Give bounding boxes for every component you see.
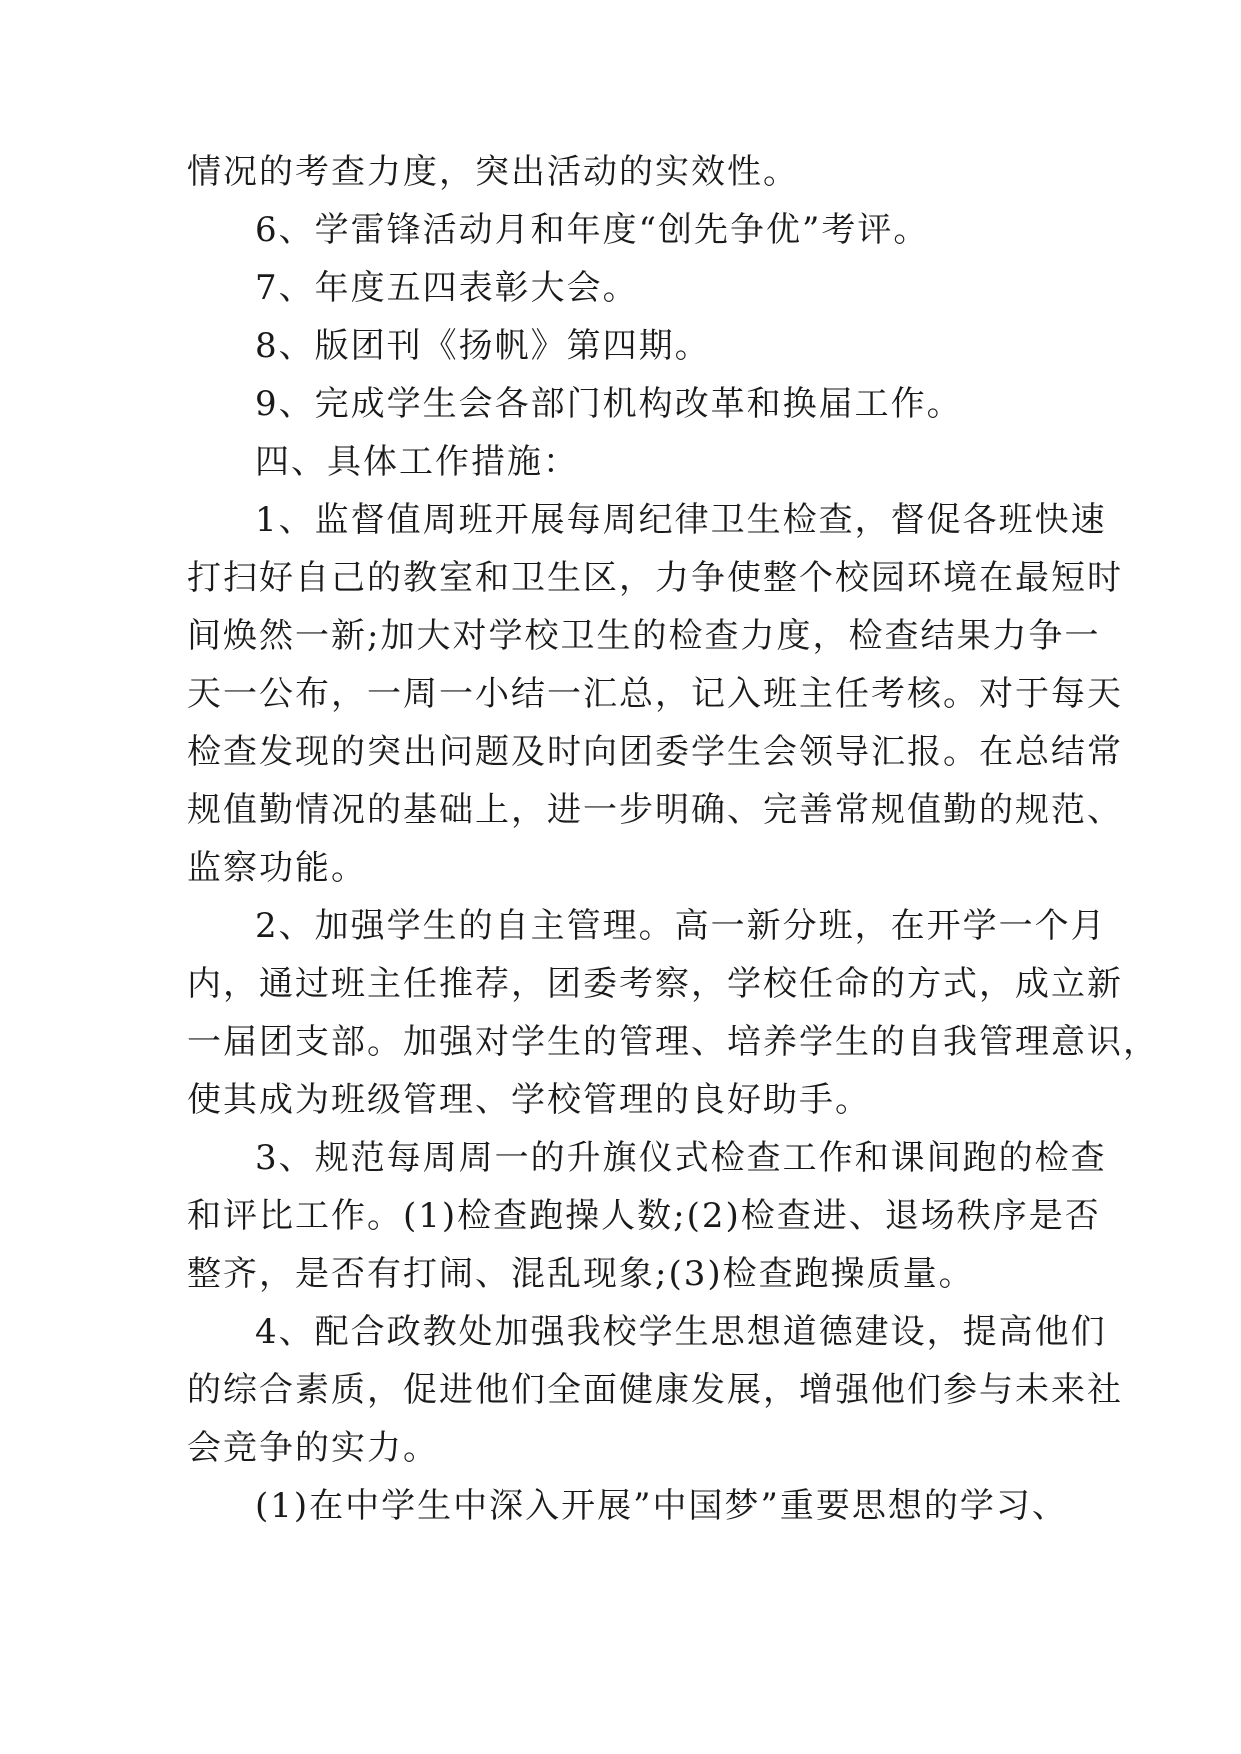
paragraph-line: 4、配合政教处加强我校学生思想道德建设，提高他们 [255, 1312, 1107, 1352]
list-item: 9、完成学生会各部门机构改革和换届工作。 [255, 384, 963, 424]
section-heading: 四、具体工作措施： [255, 442, 579, 482]
list-item: 7、年度五四表彰大会。 [255, 268, 639, 308]
paragraph-line: 一届团支部。加强对学生的管理、培养学生的自我管理意识， [187, 1022, 1159, 1062]
paragraph-line: 和评比工作。(1)检查跑操人数;(2)检查进、退场秩序是否 [187, 1196, 1101, 1236]
paragraph-line: 规值勤情况的基础上，进一步明确、完善常规值勤的规范、 [187, 790, 1123, 830]
paragraph-line: 的综合素质，促进他们全面健康发展，增强他们参与未来社 [187, 1370, 1123, 1410]
text-line: 情况的考查力度，突出活动的实效性。 [187, 152, 799, 192]
list-item: 6、学雷锋活动月和年度“创先争优”考评。 [255, 210, 930, 250]
paragraph-line: 打扫好自己的教室和卫生区，力争使整个校园环境在最短时 [187, 558, 1123, 598]
paragraph-line: 检查发现的突出问题及时向团委学生会领导汇报。在总结常 [187, 732, 1123, 772]
paragraph-line: 会竞争的实力。 [187, 1428, 439, 1468]
paragraph-line: 间焕然一新;加大对学校卫生的检查力度，检查结果力争一 [187, 616, 1101, 656]
paragraph-line: 天一公布，一周一小结一汇总，记入班主任考核。对于每天 [187, 674, 1123, 714]
paragraph-line: 1、监督值周班开展每周纪律卫生检查，督促各班快速 [255, 500, 1107, 540]
paragraph-line: 监察功能。 [187, 848, 367, 888]
paragraph-line: 内，通过班主任推荐，团委考察，学校任命的方式，成立新 [187, 964, 1123, 1004]
paragraph-line: 使其成为班级管理、学校管理的良好助手。 [187, 1080, 871, 1120]
paragraph-line: 2、加强学生的自主管理。高一新分班，在开学一个月 [255, 906, 1107, 946]
paragraph-line: (1)在中学生中深入开展”中国梦”重要思想的学习、 [255, 1486, 1068, 1526]
paragraph-line: 整齐，是否有打闹、混乱现象;(3)检查跑操质量。 [187, 1254, 975, 1294]
paragraph-line: 3、规范每周周一的升旗仪式检查工作和课间跑的检查 [255, 1138, 1107, 1178]
list-item: 8、版团刊《扬帆》第四期。 [255, 326, 711, 366]
